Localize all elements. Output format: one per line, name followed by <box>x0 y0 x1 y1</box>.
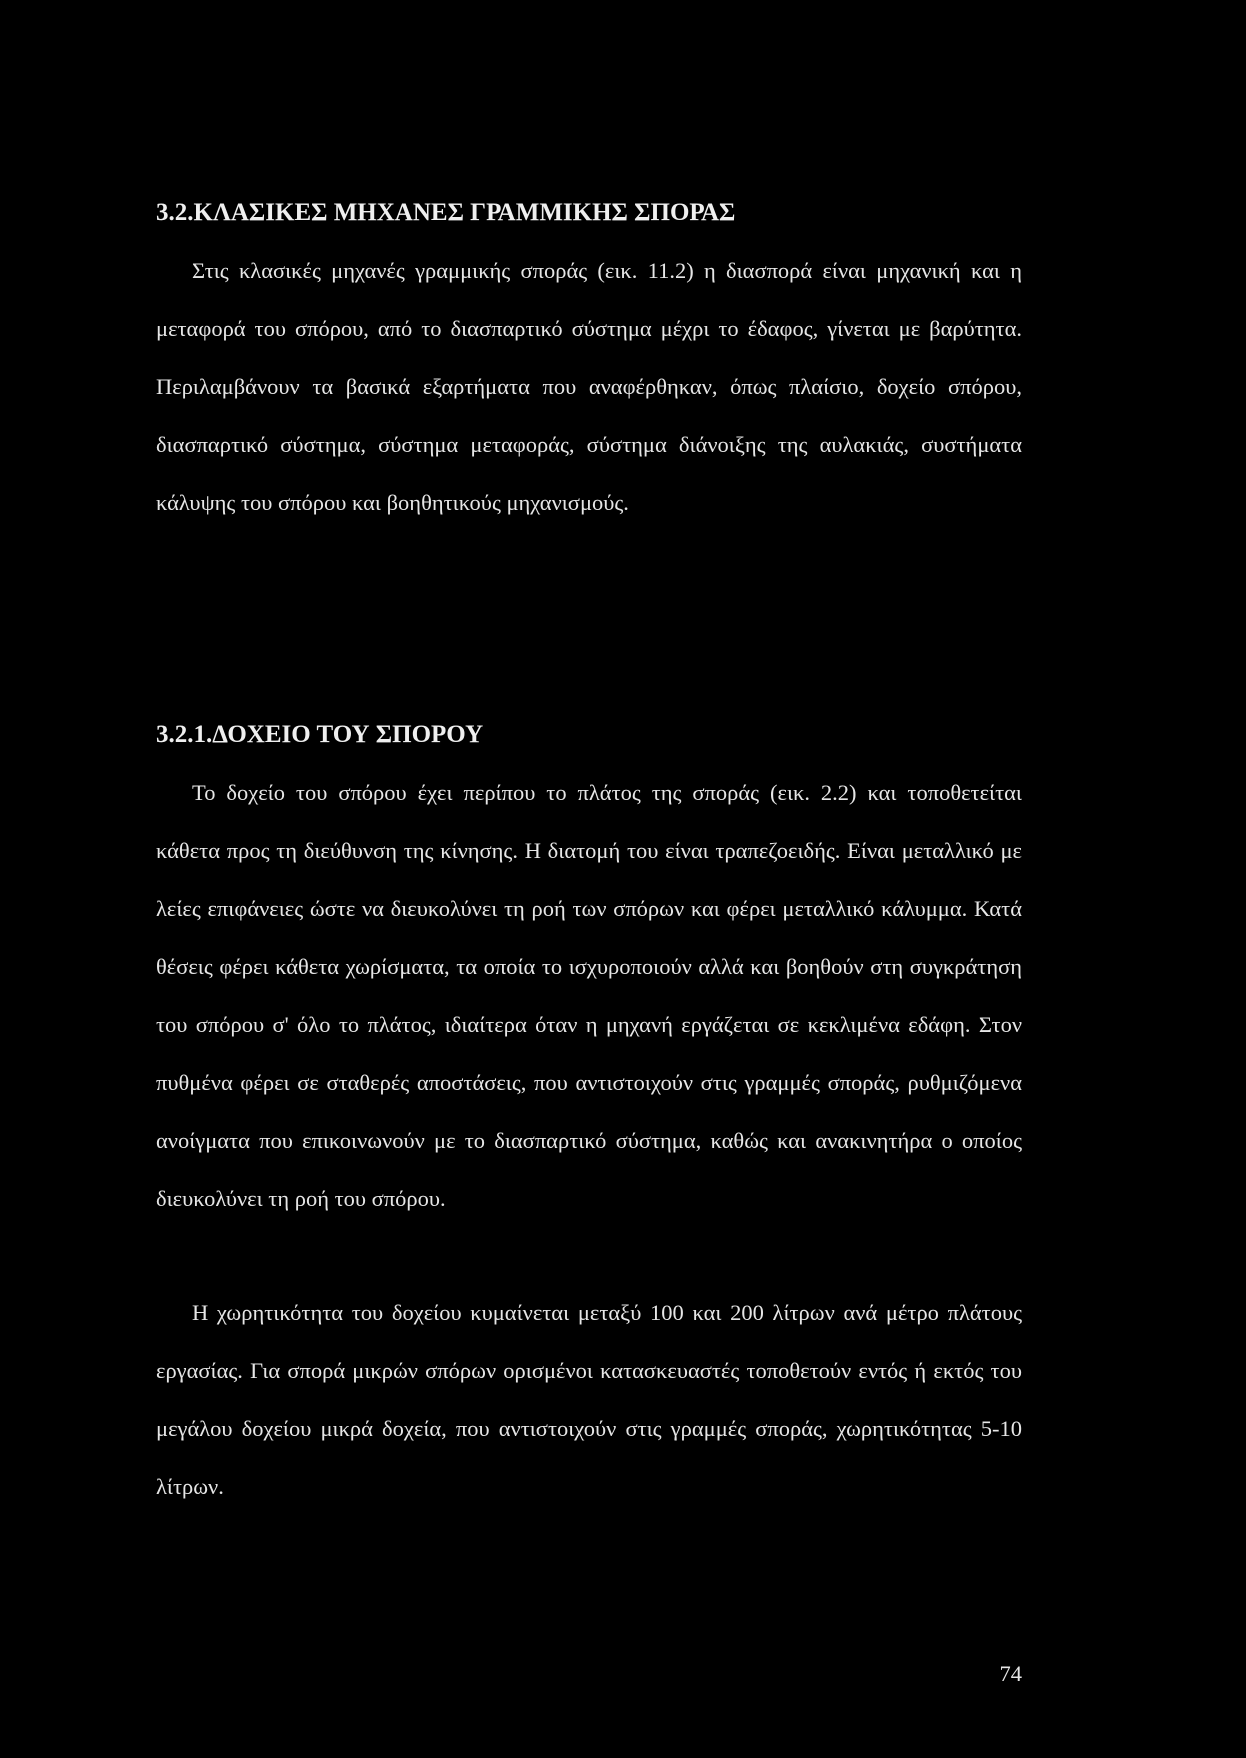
subsection-heading: 3.2.1.ΔΟΧΕΙΟ ΤΟΥ ΣΠΟΡΟΥ <box>156 721 484 748</box>
page-number: 74 <box>999 1661 1022 1686</box>
section-heading: 3.2.ΚΛΑΣΙΚΕΣ ΜΗΧΑΝΕΣ ΓΡΑΜΜΙΚΗΣ ΣΠΟΡΑΣ <box>156 199 736 226</box>
subsection-paragraph-1: Το δοχείο του σπόρου έχει περίπου το πλάτος της σποράς (εικ. 2.2) και τοποθετείται κάθετα προς τη διεύθυνση της κίνησης. Η διατομή του είναι τραπεζοειδής. Είναι μεταλλικό με λείες επιφάνειες ώστε να διευκολύνει τη ροή των σπόρων και φέρει μεταλλικό κάλυμμα. Κατά θέσεις φέρει κάθετα χωρίσματα, τα οποία το ισχυροποιούν αλλά και βοηθούν στη συγκράτηση του σπόρου σ' όλο το πλάτος, ιδιαίτερα όταν η μηχανή εργάζεται σε κεκλιμένα εδάφη. Στον πυθμένα φέρει σε σταθερές αποστάσεις, που αντιστοιχούν στις γραμμές σποράς, ρυθμιζόμενα ανοίγματα που επικοινωνούν με το διασπαρτικό σύστημα, καθώς και ανακινητήρα ο οποίος διευκολύνει τη ροή του σπόρου. <box>156 780 1022 1211</box>
section-paragraph: Στις κλασικές μηχανές γραμμικής σποράς (εικ. 11.2) η διασπορά είναι μηχανική και η μεταφορά του σπόρου, από το διασπαρτικό σύστημα μέχρι το έδαφος, γίνεται με βαρύτητα. Περιλαμβάνουν τα βασικά εξαρτήματα που αναφέρθηκαν, όπως πλαίσιο, δοχείο σπόρου, διασπαρτικό σύστημα, σύστημα μεταφοράς, σύστημα διάνοιξης της αυλακιάς, συστήματα κάλυψης του σπόρου και βοηθητικούς μηχανισμούς. <box>156 258 1022 515</box>
subsection-paragraph-2: Η χωρητικότητα του δοχείου κυμαίνεται μεταξύ 100 και 200 λίτρων ανά μέτρο πλάτους εργασίας. Για σπορά μικρών σπόρων ορισμένοι κατασκευαστές τοποθετούν εντός ή εκτός του μεγάλου δοχείου μικρά δοχεία, που αντιστοιχούν στις γραμμές σποράς, χωρητικότητας 5-10 λίτρων. <box>156 1300 1022 1499</box>
